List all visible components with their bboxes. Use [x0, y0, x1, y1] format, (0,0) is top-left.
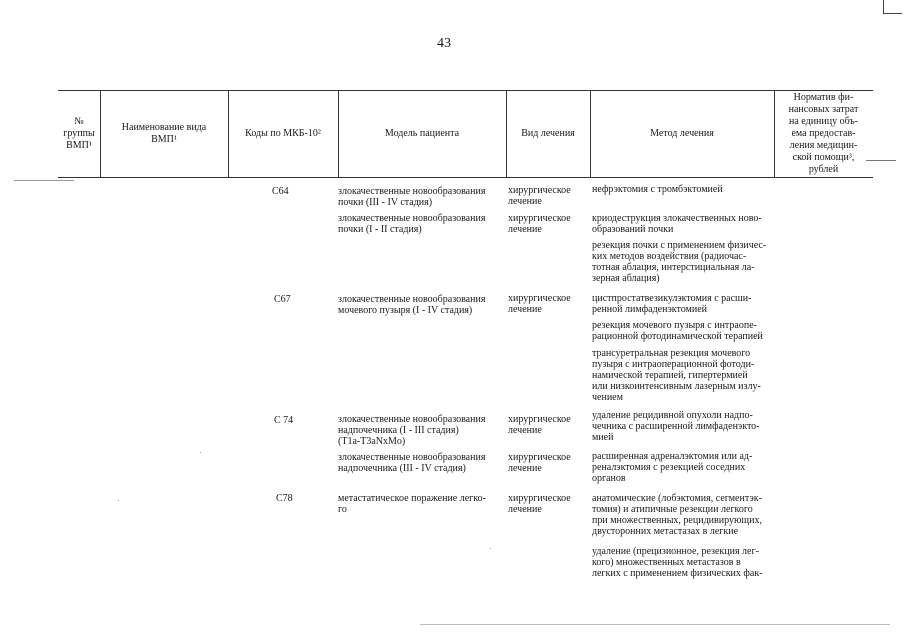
table-header [58, 90, 873, 178]
patient-model: метастатическое поражение легко- го [338, 493, 486, 515]
scan-rule [866, 160, 896, 161]
icd-code: C64 [272, 186, 289, 197]
scan-rule [420, 624, 890, 625]
header-name: Наименование вида ВМП¹ [121, 122, 207, 145]
header-model: Модель пациента [384, 128, 460, 139]
treatment-method: нефрэктомия с тромбэктомией [592, 184, 723, 195]
treatment-method: трансуретральная резекция мочевого пузыря с интраоперационной фотоди- намической терапией, гипертермией или низкоинтенсивным лазерным излу- чением [592, 348, 761, 403]
scan-speck [490, 548, 491, 549]
header-method: Метод лечения [650, 128, 714, 139]
page-corner-mark [883, 0, 902, 14]
scan-speck [118, 500, 119, 501]
header-cost: Норматив фи- нансовых затрат на единицу объ- ема предостав- ления медицин- ской помощи³, рублей [788, 92, 859, 175]
treatment-method: резекция мочевого пузыря с интраопе- рационной фотодинамической терапией [592, 320, 763, 342]
treatment-method: цистпростатвезикулэктомия с расши- ренной лимфаденэктомией [592, 293, 752, 315]
header-codes: Коды по МКБ-10² [245, 128, 321, 139]
patient-model: злокачественные новообразования почки (III - IV стадия) [338, 186, 486, 208]
treatment-method: резекция почки с применением физичес- ких методов воздействия (радиочас- тотная аблация, интерстициальная ла- зерная аблация) [592, 240, 767, 284]
icd-code: C 74 [274, 415, 294, 426]
treatment-type: хирургическое лечение [508, 493, 571, 515]
treatment-type: хирургическое лечение [508, 185, 571, 207]
patient-model: злокачественные новообразования надпочечника (III - IV стадия) [338, 452, 486, 474]
icd-code: C78 [276, 493, 293, 504]
page-number: 43 [437, 36, 451, 51]
treatment-method: криодеструкция злокачественных ново- образований почки [592, 213, 762, 235]
treatment-type: хирургическое лечение [508, 414, 571, 436]
patient-model: злокачественные новообразования почки (I - II стадия) [338, 213, 486, 235]
treatment-method: удаление рецидивной опухоли надпо- чечника с расширенной лимфаденэкто- мией [592, 410, 760, 443]
treatment-type: хирургическое лечение [508, 213, 571, 235]
header-treatment: Вид лечения [521, 128, 575, 139]
treatment-method: анатомические (лобэктомия, сегментэк- томия) и атипичные резекции легкого при множественных, рецидивирующих, двусторонних метастазах в легкие [592, 493, 762, 537]
treatment-type: хирургическое лечение [508, 293, 571, 315]
header-group: № группы ВМП¹ [63, 116, 95, 151]
treatment-type: хирургическое лечение [508, 452, 571, 474]
treatment-method: удаление (прецизионное, резекция лег- кого) множественных метастазов в легких с применением физических фак- [592, 546, 763, 579]
scan-speck [200, 452, 201, 453]
patient-model: злокачественные новообразования мочевого пузыря (I - IV стадия) [338, 294, 486, 316]
scan-rule [14, 180, 74, 181]
icd-code: C67 [274, 294, 291, 305]
treatment-method: расширенная адреналэктомия или ад- реналэктомия с резекцией соседних органов [592, 451, 753, 484]
patient-model: злокачественные новообразования надпочечника (I - III стадия) (T1a-T3aNxMo) [338, 414, 486, 447]
